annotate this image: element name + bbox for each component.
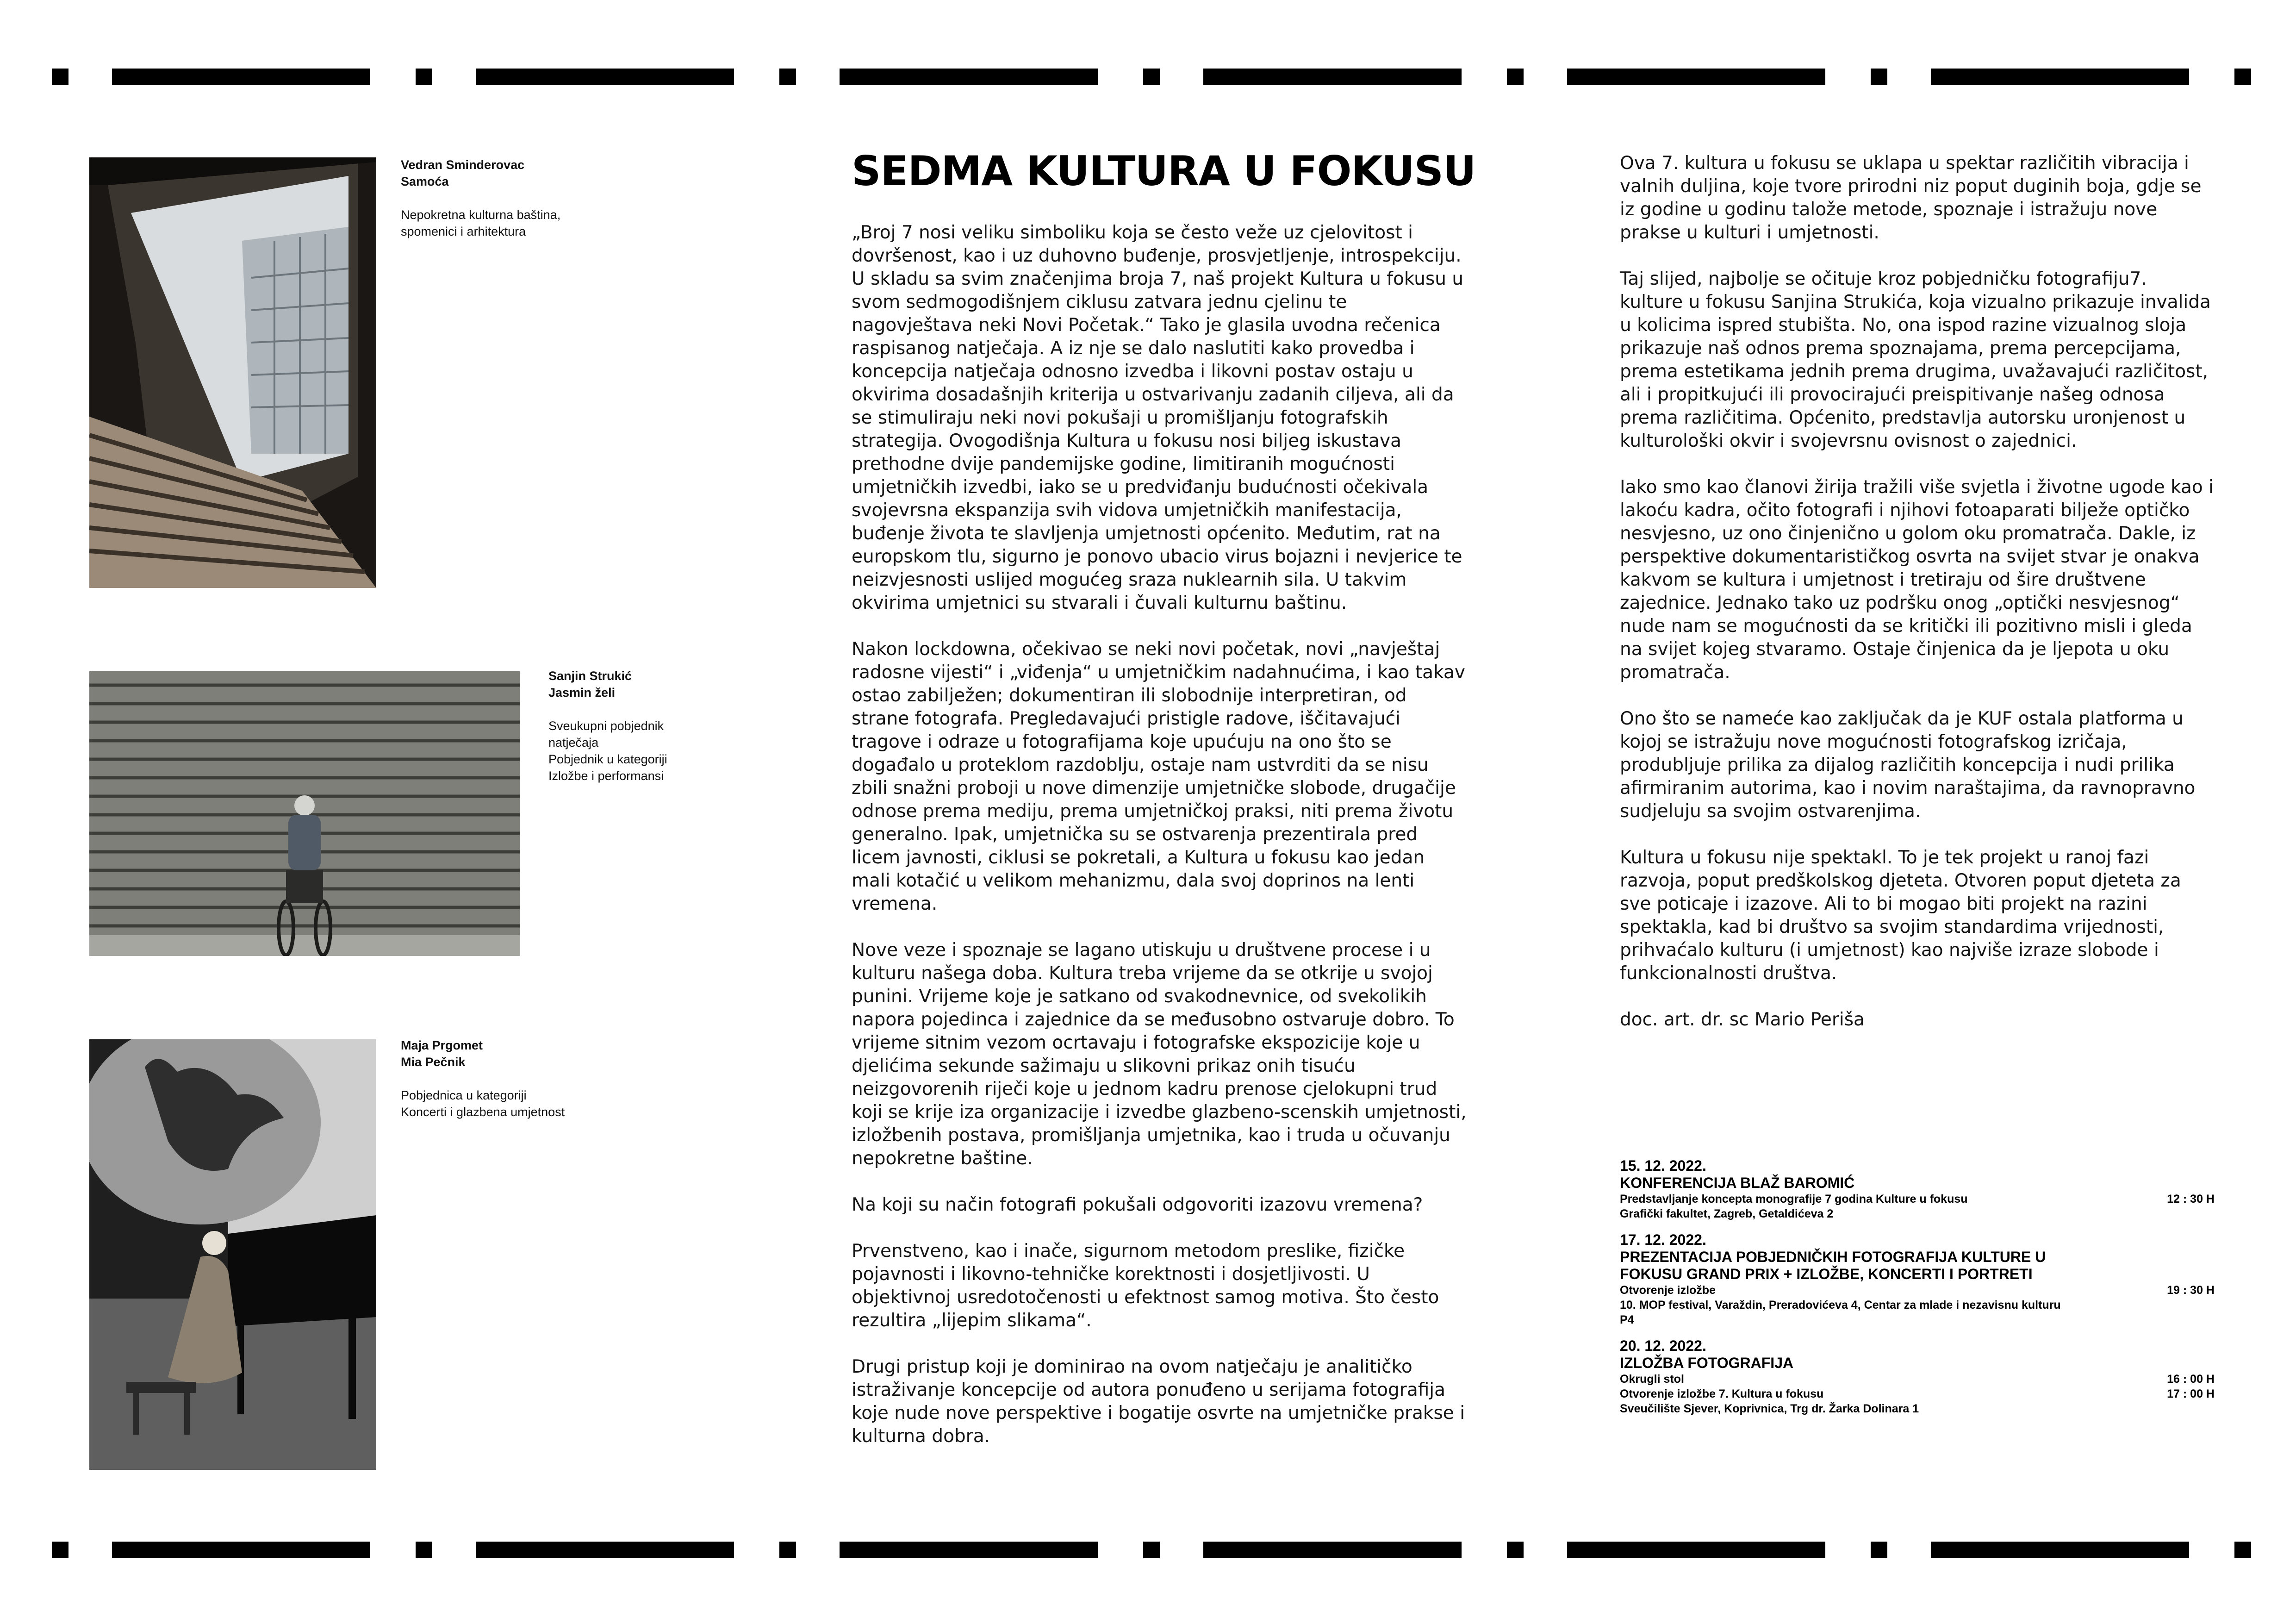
border-dash: [1931, 69, 2189, 85]
event-line: Sveučilište Sjever, Koprivnica, Trg dr. Žarka Dolinara 1: [1620, 1402, 1919, 1415]
photo-category: Pobjednica u kategoriji Koncerti i glazbena umjetnost: [401, 1088, 565, 1119]
border-dash: [1931, 1542, 2189, 1558]
paragraph: Nakon lockdowna, očekivao se neki novi početak, novi „navještaj radosne vijesti“ i „viđenja“ u umjetničkim nadahnućima, i kao takav ostao zabilježen; dokumentiran ili slobodnije interpretiran, od strane fotografa. Pregledavajući pristigle radove, iščitavajući tragove i odraze u fotografijama koje upućuju na ono što se događalo u proteklom razdoblju, ostaje nam ustvrditi da se nisu zbili snažni proboji u nove dimenzije umjetničke slobode, drugačije odnose prema mediju, prema umjetničkoj praksi, niti prema životu generalno. Ipak, umjetnička su se ostvarenja prezentirala pred licem javnosti, ciklusi se pokretali, a Kultura u fokusu kao jedan mali kotačić u velikom mehanizmu, dala svoj doprinos na lenti vremena.: [852, 639, 1465, 914]
photo-jasmin-zeli: [89, 671, 520, 956]
photo-category: Nepokretna kulturna baština, spomenici i arhitektura: [401, 208, 561, 238]
event-line: Predstavljanje koncepta monografije 7 godina Kulture u fokusu 12 : 30 H: [1620, 1193, 2215, 1206]
paragraph: Nove veze i spoznaje se lagano utiskuju u društvene procese i u kulturu našega doba. Kultura treba vrijeme da se otkrije u svojoj punini. Vrijeme koje je satkano od svakodnevnice, od svekolikih napora pojedinca i zajednice da se međusobno ostvaruje dobro. To vrijeme sitnim vezom ocrtavaju i fotografske ekspozicije koje u djelićima sekunde sažimaju u slikovni prikaz onih tisuću neizgovorenih riječi koje u jednom kadru prenose cjelokupni trud koji se krije iza organizacije i izvedbe glazbeno-scenskih umjetnosti, izložbenih postava, promišljanja umjetnika, kao i truda u očuvanju nepokretne baštine.: [852, 940, 1467, 1169]
article-signature: doc. art. dr. sc Mario Periša: [1620, 1009, 1865, 1030]
event-date: 15. 12. 2022.: [1620, 1157, 1706, 1174]
paragraph: Taj slijed, najbolje se očituje kroz pobjedničku fotografiju7. kulture u fokusu Sanjina Strukića, koja vizualno prikazuje invalida u kolicima ispred stubišta. No, ona ispod razine vizualnog sloja prikazuje naš odnos prema spoznajama, prema percepcijama, prema estetikama jednih prema drugima, uvažavajući različitost, ali i propitkujući ili provocirajući preispitivanje našeg odnosa prema različitima. Općenito, predstavlja autorsku uronjenost u kulturološki okvir i svojevrsnu ovisnost o zajednici.: [1620, 269, 2211, 451]
paragraph: Ova 7. kultura u fokusu se uklapa u spektar različitih vibracija i valnih duljina, koje tvore prirodni niz poput duginih boja, gdje se iz godine u godinu talože metode, spoznaje i istražuju nove prakse u kulturi i umjetnosti.: [1620, 153, 2202, 243]
paragraph: Ono što se nameće kao zaključak da je KUF ostala platforma u kojoj se istražuju nove mogućnosti fotografskog izričaja, produbljuje prilika za dijalog različitih koncepcija i nudi prilika afirmiranim autorima, kao i novim naraštajima, da ravnopravno sudjeluju sa svojim ostvarenjima.: [1620, 708, 2196, 822]
event-time: 19 : 30 H: [2167, 1284, 2215, 1297]
event-item: [1620, 1337, 2215, 1416]
border-dot: [52, 69, 68, 85]
border-dash: [1203, 1542, 1462, 1558]
border-dot: [1871, 69, 1887, 85]
event-line: Grafički fakultet, Zagreb, Getaldićeva 2: [1620, 1207, 1834, 1220]
article-column-right: [1620, 152, 2215, 1055]
photo-credit: [401, 156, 595, 190]
paragraph: Iako smo kao članovi žirija tražili više svjetla i životne ugode kao i lakoću kadra, očito fotografi i njihovi fotoaparati bilježe optičko nesvjesno, uz ono činjenično u golom oku promatrača. Dakle, iz perspektive dokumentarističkog osvrta na svijet stvar je onakva kakvom se kultura i umjetnost i tretiraju od šire društvene zajednice. Jednako tako uz podršku onog „optički nesvjesnog“ nude nam se mogućnosti da se kritički ili pozitivno misli i gleda na svijet kojeg stvaramo. Ostaje činjenica da je ljepota u oku promatrača.: [1620, 477, 2214, 683]
border-dot: [1143, 69, 1160, 85]
event-title: PREZENTACIJA POBJEDNIČKIH FOTOGRAFIJA KULTURE U FOKUSU GRAND PRIX + IZLOŽBE, KONCERTI I PORTRETI: [1620, 1249, 2046, 1282]
border-dot: [1871, 1542, 1887, 1558]
border-dash: [476, 1542, 734, 1558]
border-dot: [416, 1542, 432, 1558]
border-dot: [1507, 1542, 1524, 1558]
event-time: 16 : 00 H: [2167, 1373, 2215, 1386]
border-dash: [1203, 69, 1462, 85]
border-dot: [2234, 1542, 2251, 1558]
article-title: SEDMA KULTURA U FOKUSU: [852, 147, 1476, 195]
event-line: 10. MOP festival, Varaždin, Preradovićeva 4, Centar za mlade i nezavisnu kulturu P4: [1620, 1299, 2061, 1326]
border-dot: [1507, 69, 1524, 85]
photo-author: Maja Prgomet: [401, 1038, 483, 1052]
event-date: 20. 12. 2022.: [1620, 1337, 1706, 1354]
border-dash: [112, 69, 370, 85]
event-title: IZLOŽBA FOTOGRAFIJA: [1620, 1355, 1794, 1371]
event-item: [1620, 1231, 2215, 1327]
border-dash: [1567, 1542, 1825, 1558]
paragraph: „Broj 7 nosi veliku simboliku koja se često veže uz cjelovitost i dovršenost, kao i uz duhovno buđenje, prosvjetljenje, introspekciju. U skladu sa svim značenjima broja 7, naš projekt Kultura u fokusu u svom sedmogodišnjem ciklusu zatvara jednu cjelinu te nagovještava neki Novi Početak.“ Tako je glasila uvodna rečenica raspisanog natječaja. A iz nje se dalo naslutiti kako provedba i koncepcija natječaja odnosno izvedba i likovni postav ostaju u okvirima dosadašnjih kriterija u ostvarivanju zadanih ciljeva, ali da se stimuliraju neki novi pokušaji u promišljanju fotografskih strategija. Ovogodišnja Kultura u fokusu nosi biljeg iskustava prethodne dvije pandemijske godine, limitiranih mogućnosti umjetničkih izvedbi, iako se u predviđanju budućnosti očekivala svojevrsna ekspanzija svih vidova umjetničkih manifestacija, buđenje života te slavljenja umjetnosti općenito. Međutim, rat na europskom tlu, sigurno je ponovo ubacio virus bojazni i nevjerice te neizvjesnosti uslijed mogućeg sraza nuklearnih sila. U takvim okvirima umjetnici su stvarali i čuvali kulturnu baštinu.: [852, 222, 1464, 613]
article-column-middle: [852, 221, 1467, 1471]
event-line: Okrugli stol 16 : 00 H: [1620, 1373, 2215, 1386]
events-schedule: [1620, 1157, 2215, 1426]
event-time: 12 : 30 H: [2167, 1193, 2215, 1206]
paragraph: Drugi pristup koji je dominirao na ovom natječaju je analitičko istraživanje koncepcije od autora ponuđeno u serijama fotografija koje nude nove perspektive i bogatije osvrte na umjetničke prakse i kulturna dobra.: [852, 1356, 1465, 1447]
photo-author: Sanjin Strukić: [548, 669, 632, 683]
border-dot: [1143, 1542, 1160, 1558]
event-time: 17 : 00 H: [2167, 1387, 2215, 1400]
border-dash: [840, 1542, 1098, 1558]
photo-caption-mia-pecnik: [401, 1037, 604, 1120]
event-line: Otvorenje izložbe 7. Kultura u fokusu 17 : 00 H: [1620, 1387, 2215, 1400]
photo-author: Vedran Sminderovac: [401, 158, 525, 172]
photo-caption-jasmin-zeli: [548, 668, 724, 784]
paragraph: Kultura u fokusu nije spektakl. To je tek projekt u ranoj fazi razvoja, poput predškolskog djeteta. Otvoren poput djeteta za sve poticaje i izazove. Ali to bi mogao biti projekt na razini spektakla, kad bi društvo sa svojim standardima vrijednosti, prihvaćalo kulturu (i umjetnost) kao najviše izraze slobode i funkcionalnosti društva.: [1620, 847, 2181, 984]
border-dot: [416, 69, 432, 85]
border-dot: [52, 1542, 68, 1558]
border-dot: [779, 1542, 796, 1558]
paragraph: Prvenstveno, kao i inače, sigurnom metodom preslike, fizičke pojavnosti i likovno-tehničke korektnosti i dosjetljivosti. U objektivnoj usredotočenosti u efektnost samog motiva. Što često rezultira „lijepim slikama“.: [852, 1241, 1439, 1331]
border-dash: [840, 69, 1098, 85]
event-item: [1620, 1157, 2215, 1221]
border-dash: [112, 1542, 370, 1558]
photo-title: Jasmin želi: [548, 686, 616, 700]
photo-samoca: [89, 157, 376, 588]
photo-category: Sveukupni pobjednik natječaja Pobjednik u kategoriji Izložbe i performansi: [548, 719, 667, 783]
event-date: 17. 12. 2022.: [1620, 1231, 1706, 1248]
border-dot: [779, 69, 796, 85]
border-dot: [2234, 69, 2251, 85]
photo-mia-pecnik: [89, 1039, 376, 1470]
photo-caption-samoca: [401, 156, 595, 240]
photo-credit: [548, 668, 724, 701]
border-dash: [476, 69, 734, 85]
photo-title: Mia Pečnik: [401, 1055, 466, 1069]
event-line: Otvorenje izložbe 19 : 30 H: [1620, 1284, 2215, 1297]
event-title: KONFERENCIJA BLAŽ BAROMIĆ: [1620, 1174, 1855, 1191]
paragraph: Na koji su način fotografi pokušali odgovoriti izazovu vremena?: [852, 1194, 1423, 1215]
photo-credit: [401, 1037, 604, 1070]
border-dash: [1567, 69, 1825, 85]
photo-title: Samoća: [401, 175, 449, 188]
